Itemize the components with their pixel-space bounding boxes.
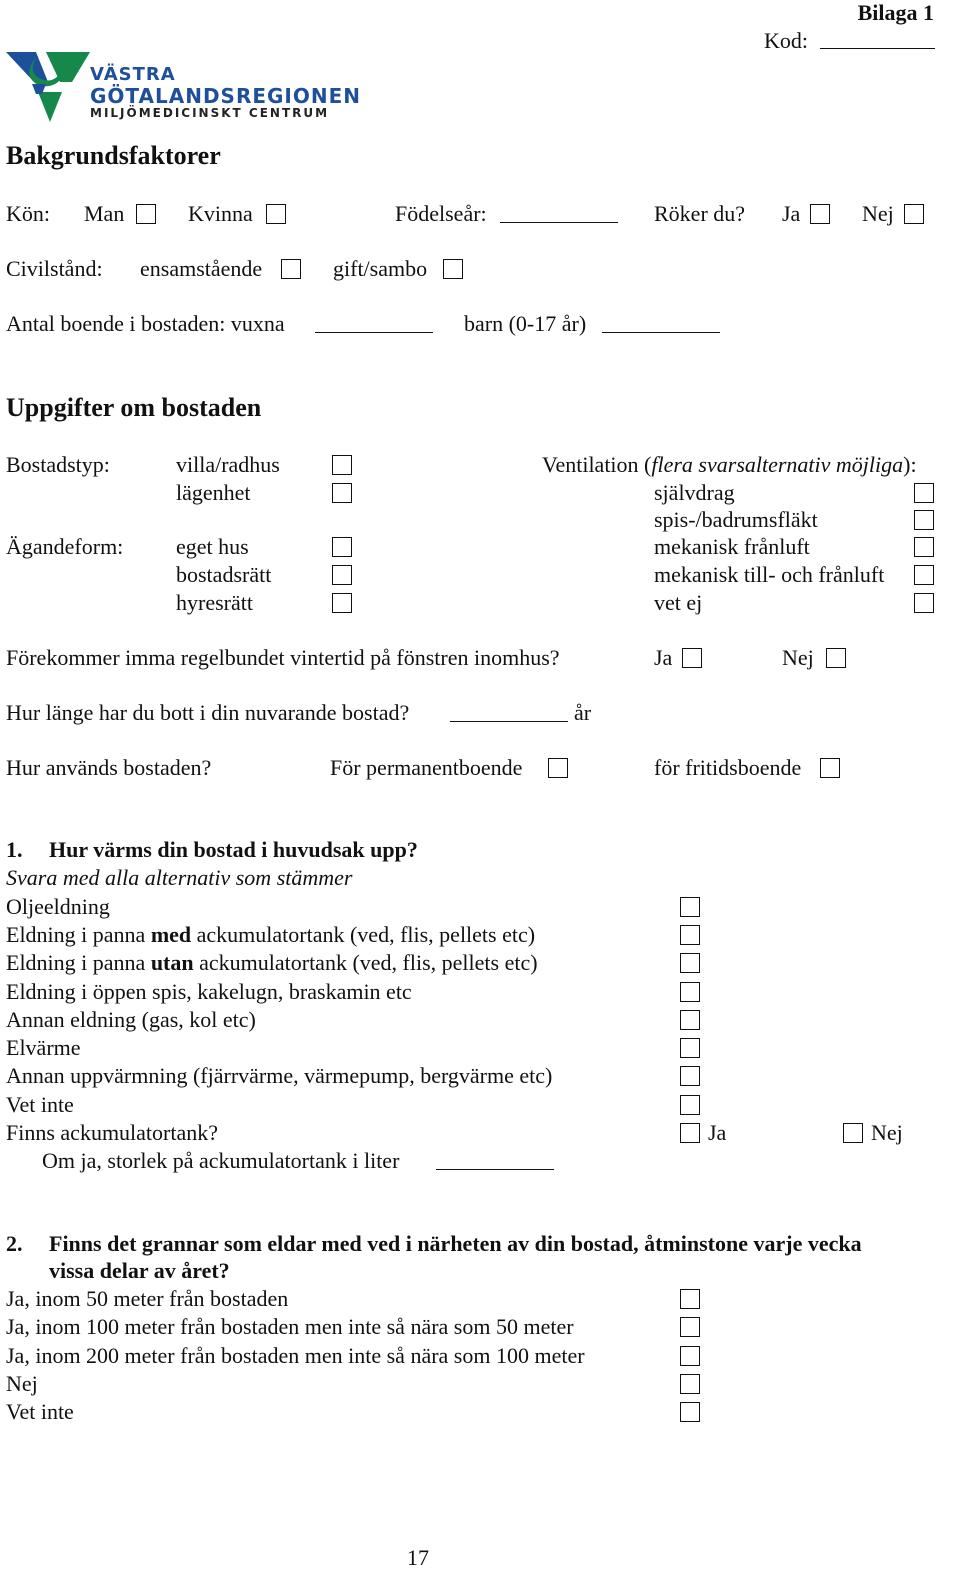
neighbor-option-label: Nej (6, 1371, 38, 1396)
question-1-number: 1. (6, 837, 23, 862)
heating-option-label: Vet inte (6, 1092, 74, 1117)
question-1-instruction: Svara med alla alternativ som stämmer (6, 865, 353, 890)
rental-label: hyresrätt (176, 590, 253, 615)
smoker-yes-label: Ja (782, 201, 801, 226)
neighbor-option-label: Ja, inom 200 meter från bostaden men inte så nära som 100 meter (6, 1343, 585, 1368)
neighbor-200m-checkbox[interactable] (680, 1346, 700, 1366)
condensation-question: Förekommer imma regelbundet vintertid på fönstren inomhus? (6, 645, 560, 670)
condo-checkbox[interactable] (332, 565, 352, 585)
page-number: 17 (407, 1545, 429, 1570)
question-1-title: Hur värms din bostad i huvudsak upp? (49, 837, 418, 862)
birth-year-field[interactable] (500, 222, 618, 223)
apartment-checkbox[interactable] (332, 483, 352, 503)
heating-option-label: Annan uppvärmning (fjärrvärme, värmepump, bergvärme etc) (6, 1063, 553, 1088)
logo-text-1: VÄSTRA (90, 64, 176, 85)
condensation-no-checkbox[interactable] (826, 648, 846, 668)
own-house-checkbox[interactable] (332, 537, 352, 557)
heating-unknown-checkbox[interactable] (680, 1095, 700, 1115)
neighbor-option-label: Ja, inom 100 meter från bostaden men inte så nära som 50 meter (6, 1314, 574, 1339)
accumulator-yes-checkbox[interactable] (680, 1123, 700, 1143)
question-2-title: Finns det grannar som eldar med ved i närheten av din bostad, åtminstone varje vecka (49, 1231, 862, 1256)
ventilation-option-label: mekanisk frånluft (654, 534, 810, 559)
birth-year-label: Födelseår: (395, 201, 487, 226)
permanent-label: För permanentboende (330, 755, 523, 780)
ventilation-exhaust-checkbox[interactable] (914, 537, 934, 557)
neighbor-option-label: Vet inte (6, 1399, 74, 1424)
accumulator-size-label: Om ja, storlek på ackumulatortank i liter (42, 1148, 400, 1173)
logo-text-2: GÖTALANDSREGIONEN (90, 84, 362, 108)
ventilation-unknown-checkbox[interactable] (914, 593, 934, 613)
adults-label: Antal boende i bostaden: vuxna (6, 311, 285, 336)
ventilation-option-label: självdrag (654, 480, 735, 505)
logo (6, 50, 366, 126)
apartment-label: lägenhet (176, 480, 251, 505)
condensation-yes-checkbox[interactable] (682, 648, 702, 668)
housing-type-label: Bostadstyp: (6, 452, 110, 477)
accumulator-yes-label: Ja (708, 1120, 727, 1145)
condensation-yes-label: Ja (654, 645, 673, 670)
accumulator-no-checkbox[interactable] (843, 1123, 863, 1143)
heating-option-label: Elvärme (6, 1035, 81, 1060)
children-field[interactable] (602, 332, 720, 333)
code-field[interactable] (820, 48, 935, 49)
region-logo-icon (6, 50, 90, 126)
smoker-no-label: Nej (862, 201, 894, 226)
villa-label: villa/radhus (176, 452, 280, 477)
section-title-background: Bakgrundsfaktorer (6, 141, 221, 170)
heating-boiler-with-tank-checkbox[interactable] (680, 925, 700, 945)
rental-checkbox[interactable] (332, 593, 352, 613)
married-checkbox[interactable] (443, 259, 463, 279)
ventilation-option-label: spis-/badrumsfläkt (654, 507, 818, 532)
married-label: gift/sambo (333, 256, 428, 281)
accumulator-size-field[interactable] (436, 1169, 554, 1170)
attachment-label: Bilaga 1 (857, 0, 934, 25)
ventilation-hood-checkbox[interactable] (914, 510, 934, 530)
ventilation-option-label: mekanisk till- och frånluft (654, 562, 885, 587)
children-label: barn (0-17 år) (464, 311, 587, 336)
smoker-yes-checkbox[interactable] (810, 204, 830, 224)
neighbor-50m-checkbox[interactable] (680, 1289, 700, 1309)
heating-fireplace-checkbox[interactable] (680, 982, 700, 1002)
neighbor-unknown-checkbox[interactable] (680, 1402, 700, 1422)
neighbor-option-label: Ja, inom 50 meter från bostaden (6, 1286, 289, 1311)
heating-option-label: Eldning i panna med ackumulatortank (ved, flis, pellets etc) (6, 922, 536, 947)
gender-man-label: Man (84, 201, 125, 226)
condensation-no-label: Nej (782, 645, 814, 670)
heating-other-combustion-checkbox[interactable] (680, 1010, 700, 1030)
leisure-label: för fritidsboende (654, 755, 802, 780)
smoker-no-checkbox[interactable] (904, 204, 924, 224)
own-house-label: eget hus (176, 534, 249, 559)
section-title-housing: Uppgifter om bostaden (6, 393, 262, 422)
ownership-label: Ägandeform: (6, 534, 124, 559)
condo-label: bostadsrätt (176, 562, 272, 587)
single-checkbox[interactable] (281, 259, 301, 279)
question-2-number: 2. (6, 1231, 23, 1256)
neighbor-no-checkbox[interactable] (680, 1374, 700, 1394)
heating-electric-checkbox[interactable] (680, 1038, 700, 1058)
heating-other-checkbox[interactable] (680, 1066, 700, 1086)
heating-option-label: Annan eldning (gas, kol etc) (6, 1007, 256, 1032)
gender-label: Kön: (6, 201, 50, 226)
leisure-checkbox[interactable] (820, 758, 840, 778)
permanent-checkbox[interactable] (548, 758, 568, 778)
heating-option-label: Eldning i panna utan ackumulatortank (ved, flis, pellets etc) (6, 950, 538, 975)
heating-boiler-without-tank-checkbox[interactable] (680, 953, 700, 973)
accumulator-no-label: Nej (871, 1120, 903, 1145)
heating-option-label: Eldning i öppen spis, kakelugn, braskamin etc (6, 979, 412, 1004)
marital-status-label: Civilstånd: (6, 256, 103, 281)
accumulator-tank-question: Finns ackumulatortank? (6, 1120, 219, 1145)
heating-option-label: Oljeeldning (6, 894, 110, 919)
gender-man-checkbox[interactable] (136, 204, 156, 224)
adults-field[interactable] (315, 332, 433, 333)
single-label: ensamstående (140, 256, 263, 281)
years-label: år (574, 700, 592, 725)
neighbor-100m-checkbox[interactable] (680, 1317, 700, 1337)
logo-text-3: MILJÖMEDICINSKT CENTRUM (90, 106, 330, 120)
code-label: Kod: (764, 28, 808, 53)
gender-woman-label: Kvinna (188, 201, 253, 226)
heating-oil-checkbox[interactable] (680, 897, 700, 917)
ventilation-option-label: vet ej (654, 590, 703, 615)
usage-question: Hur används bostaden? (6, 755, 212, 780)
residence-duration-question: Hur länge har du bott i din nuvarande bostad? (6, 700, 410, 725)
ventilation-label: Ventilation (flera svarsalternativ möjliga): (542, 452, 917, 477)
residence-duration-field[interactable] (450, 721, 568, 722)
question-2-title-cont: vissa delar av året? (49, 1258, 230, 1283)
ventilation-natural-checkbox[interactable] (914, 483, 934, 503)
gender-woman-checkbox[interactable] (266, 204, 286, 224)
villa-checkbox[interactable] (332, 455, 352, 475)
ventilation-balanced-checkbox[interactable] (914, 565, 934, 585)
smoker-label: Röker du? (654, 201, 746, 226)
